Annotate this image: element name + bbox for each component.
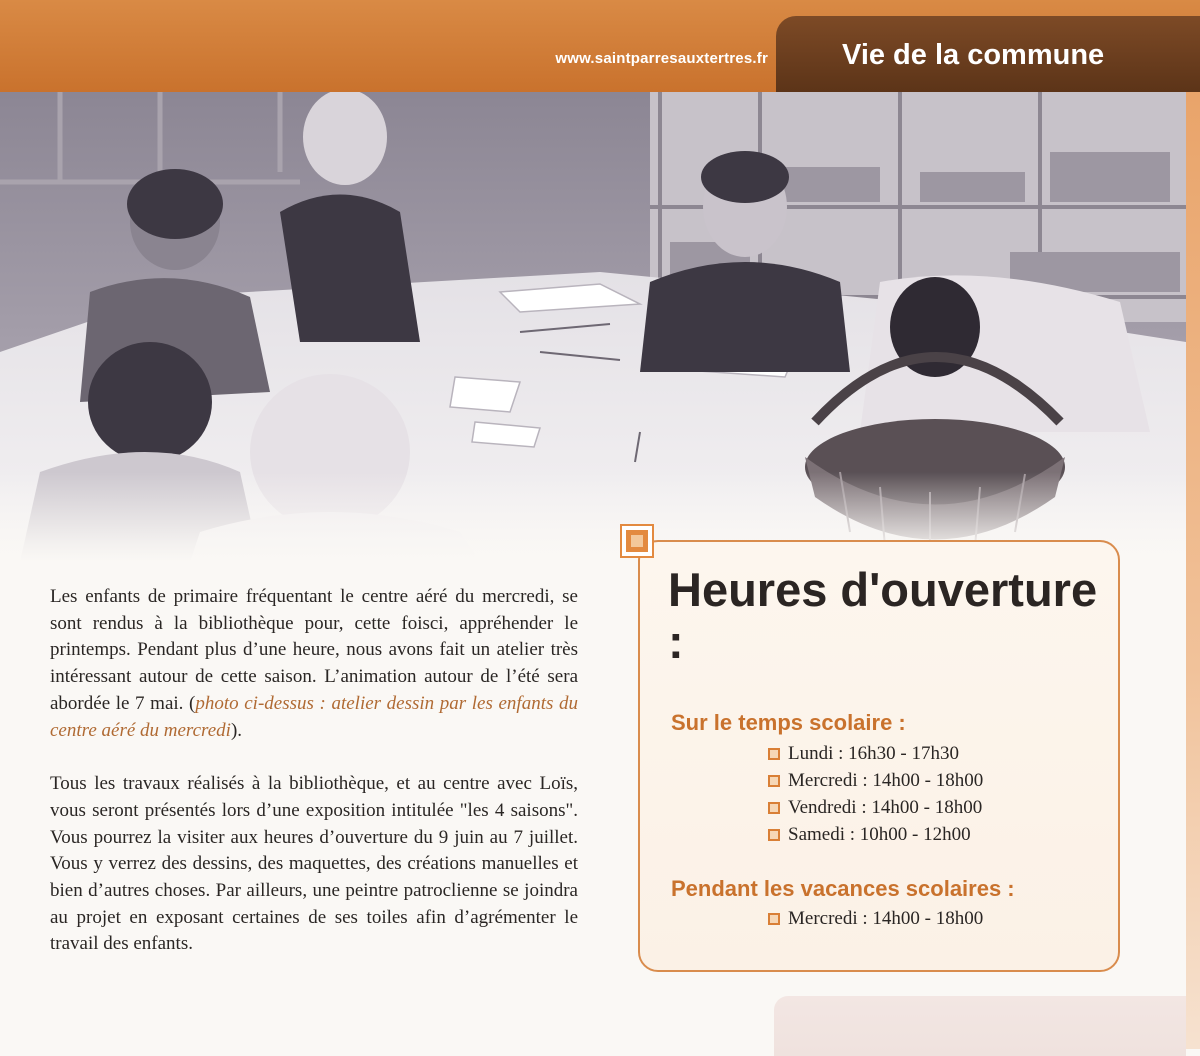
slot-text: Mercredi : 14h00 - 18h00 — [788, 908, 984, 929]
list-item — [768, 767, 983, 794]
photo-children-drawing-workshop — [0, 92, 1186, 562]
article-paragraph-1-end: ). — [230, 719, 243, 741]
slot-text: Vendredi : 14h00 - 18h00 — [788, 797, 983, 818]
section-tab — [776, 16, 1200, 92]
square-bullet-icon — [768, 913, 780, 925]
list-item — [768, 905, 983, 932]
ghost-panel — [774, 996, 1186, 1056]
photo-caption: photo ci-dessus : atelier dessin par les enfants du centre aéré du mercredi — [50, 692, 578, 741]
school-time-title: Sur le temps scolaire : — [671, 710, 906, 735]
square-bullet-icon — [768, 748, 780, 760]
square-bullet-icon — [768, 775, 780, 787]
holidays-slots — [768, 905, 983, 932]
slot-text: Mercredi : 14h00 - 18h00 — [788, 770, 984, 791]
list-item — [768, 794, 983, 821]
section-title: Vie de la commune — [842, 39, 1105, 71]
list-item — [768, 740, 983, 767]
holidays-title: Pendant les vacances scolaires : — [671, 876, 1015, 901]
orange-square-marker-icon — [622, 526, 652, 556]
slot-text: Lundi : 16h30 - 17h30 — [788, 743, 959, 764]
article-paragraph-1-text: Les enfants de primaire fréquentant le centre aéré du mercredi, se sont rendus à la bibliothèque pour, cette foisci, appréhender le printemps. Pendant plus d’une heure, nous avons fait un atelier très intéressant autour de cette saison. L’animation autour de l’été sera abordée le 7 mai. ( — [50, 586, 578, 714]
website-url[interactable]: www.saintparresauxtertres.fr — [555, 50, 768, 67]
article-paragraph-1 — [50, 584, 578, 744]
article-paragraph-2: Tous les travaux réalisés à la bibliothèque, et au centre avec Loïs, vous seront présentés lors d’une exposition intitulée "les 4 saisons". Vous pourrez la visiter aux heures d’ouverture du 9 juin au 7 juillet. Vous y verrez des dessins, des maquettes, des créations manuelles et bien d’autres choses. Par ailleurs, une peintre patroclienne se joindra au projet en exposant certaines de ses toiles afin d’agrémenter le travail des enfants. — [50, 773, 578, 955]
slot-text: Samedi : 10h00 - 12h00 — [788, 824, 971, 845]
right-decorative-stripe — [1186, 92, 1200, 1049]
article-body — [50, 584, 578, 958]
list-item — [768, 821, 983, 848]
opening-hours-box — [638, 540, 1120, 972]
school-time-slots — [768, 740, 983, 848]
square-bullet-icon — [768, 829, 780, 841]
opening-hours-title: Heures d'ouverture : — [668, 563, 1098, 668]
square-bullet-icon — [768, 802, 780, 814]
